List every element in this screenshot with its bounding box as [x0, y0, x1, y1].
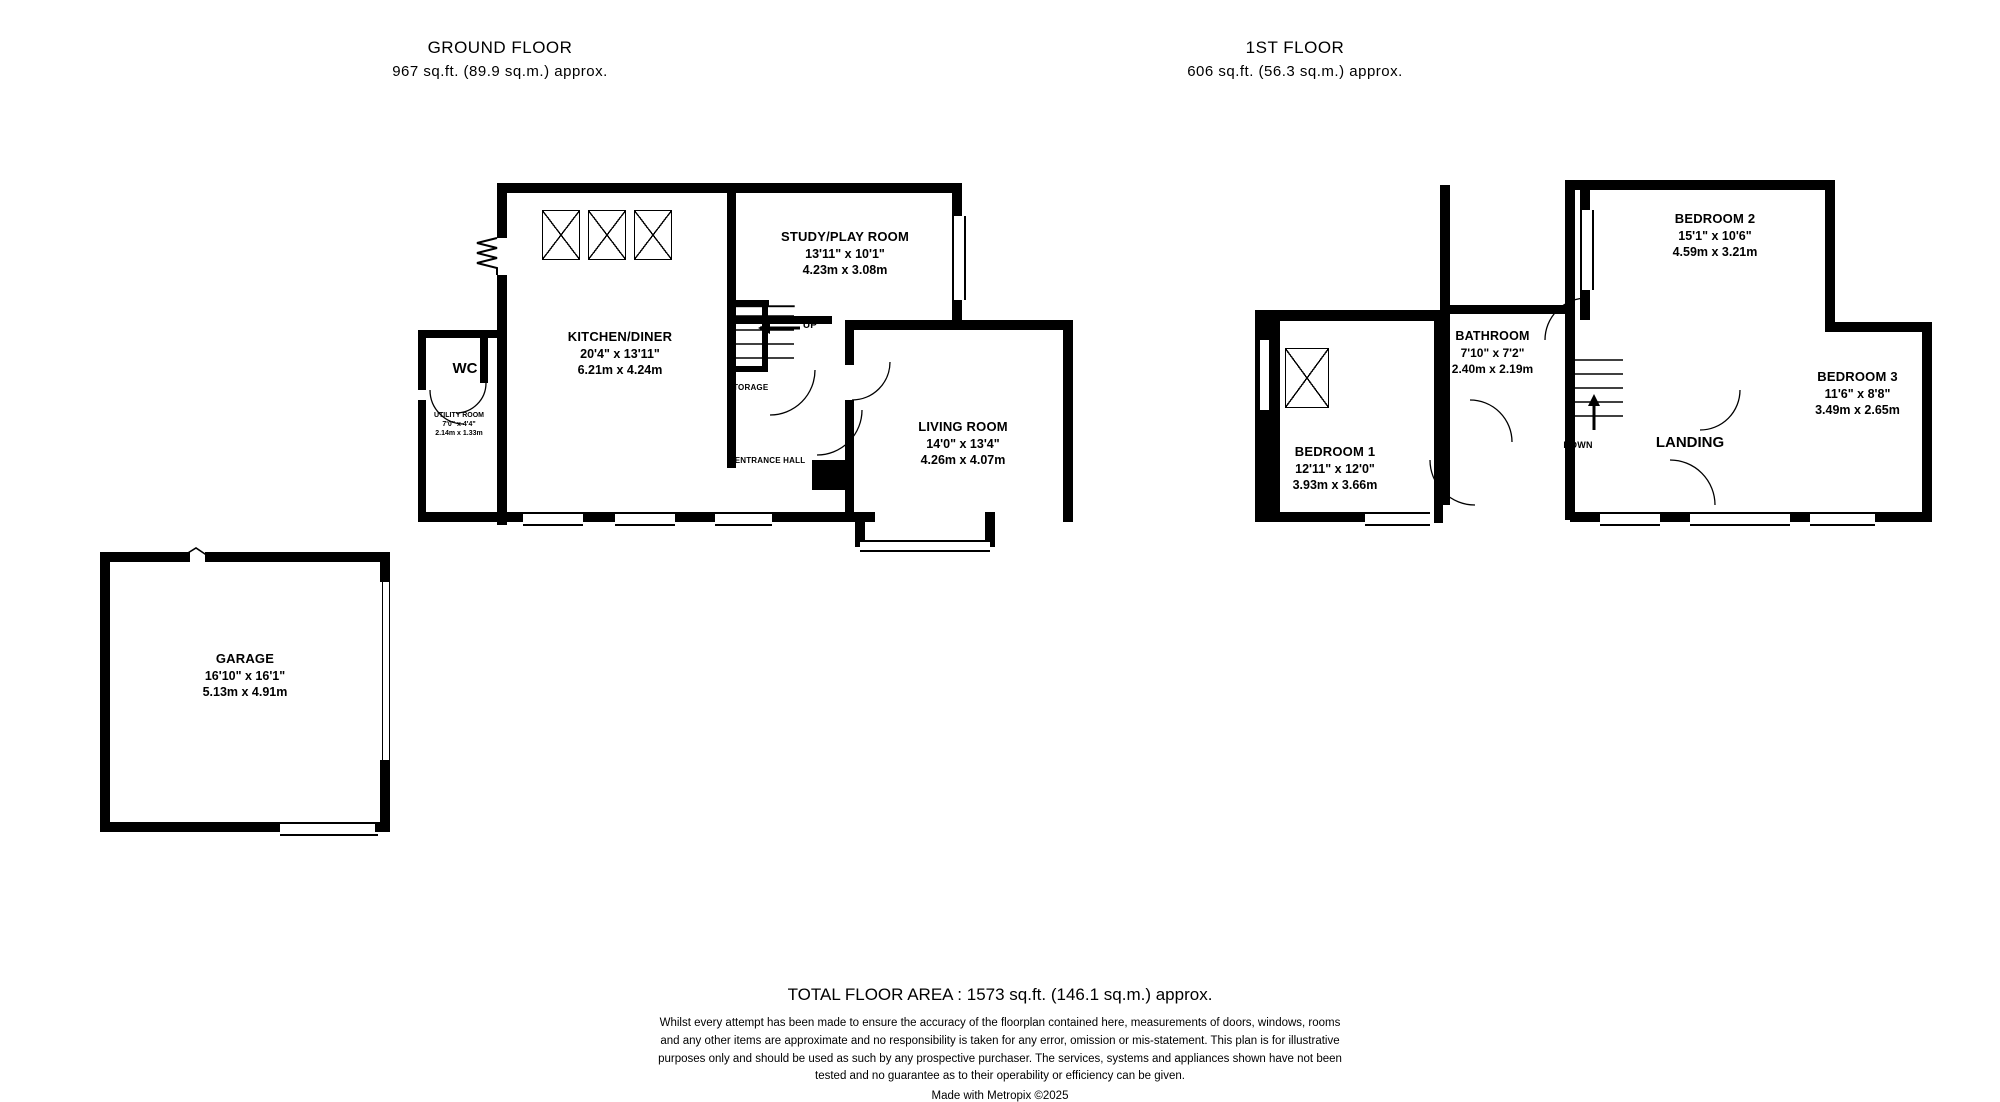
window-bay — [860, 540, 990, 552]
wall-ff-bottom-1 — [1265, 512, 1365, 522]
wall-ff-top — [1580, 180, 1835, 190]
wall-gf-bottom-4 — [675, 512, 715, 522]
wall-ff-bed2-left-bot — [1580, 290, 1590, 320]
door-arc-bed3 — [1700, 390, 1740, 430]
room-study-play: STUDY/PLAY ROOM 13'11" x 10'1" 4.23m x 3.08m — [781, 229, 909, 278]
window-gf-bottom-2 — [615, 512, 675, 526]
made-with: Made with Metropix ©2025 — [931, 1090, 1069, 1102]
total-floor-area: TOTAL FLOOR AREA : 1573 sq.ft. (146.1 sq.m.) approx. — [787, 985, 1213, 1004]
ground-floor-title: GROUND FLOOR — [427, 38, 573, 57]
door-arc-landing — [1670, 460, 1715, 505]
kitchen-unit-3 — [634, 210, 672, 260]
window-gf-bottom-3 — [715, 512, 772, 526]
wall-ff-bottom-5 — [1875, 512, 1932, 522]
wall-ff-stair-left-top — [1565, 180, 1575, 315]
window-bed2-left — [1580, 210, 1594, 290]
first-floor-header — [1000, 36, 1590, 82]
window-ff-bottom-3 — [1690, 512, 1790, 526]
wall-ff-right — [1922, 322, 1932, 522]
room-landing: LANDING — [1655, 434, 1725, 451]
wall-garage-top-right — [205, 552, 390, 562]
wall-gf-left-upper — [497, 183, 507, 238]
window-bedroom1-west — [1258, 340, 1271, 410]
label-storage: STORAGE — [727, 383, 769, 392]
kitchen-unit-1 — [542, 210, 580, 260]
wall-living-left-1 — [845, 320, 854, 365]
wall-gf-bottom-2 — [493, 512, 523, 522]
door-arc-hall2 — [770, 370, 815, 415]
room-bedroom-2: BEDROOM 2 15'1" x 10'6" 4.59m x 3.21m — [1672, 211, 1758, 260]
wall-ff-bottom-2 — [1570, 512, 1600, 522]
wall-ff-corner — [1565, 180, 1585, 190]
window-gf-bottom-1 — [523, 512, 583, 526]
door-arc-bathroom — [1470, 400, 1512, 442]
label-down: DOWN — [1563, 440, 1593, 450]
window-ff-bottom-2 — [1600, 512, 1660, 526]
garage-door — [280, 822, 378, 836]
room-living: LIVING ROOM 14'0" x 13'4" 4.26m x 4.07m — [918, 419, 1008, 468]
footer — [0, 985, 2000, 1102]
wall-ff-bottom-4 — [1790, 512, 1810, 522]
wall-gf-left-lower — [497, 275, 507, 525]
up-arrow-first — [1588, 394, 1600, 430]
wall-bedroom1-top — [1258, 310, 1443, 320]
ground-floor-area: 967 sq.ft. (89.9 sq.m.) approx. — [392, 62, 608, 80]
window-ff-bottom-4 — [1810, 512, 1875, 526]
wall-garage-bottom-left — [100, 822, 280, 832]
wall-bath-top-main — [1440, 305, 1575, 314]
wall-storage-top — [727, 300, 769, 306]
ground-floor-header — [300, 36, 700, 82]
door-arc-wc — [456, 383, 486, 413]
kitchen-unit-2 — [588, 210, 626, 260]
room-garage: GARAGE 16'10" x 16'1" 5.13m x 4.91m — [202, 651, 288, 700]
wall-living-top-left — [845, 320, 940, 330]
room-bedroom-1: BEDROOM 1 12'11" x 12'0" 3.93m x 3.66m — [1292, 444, 1378, 493]
wall-wc-left — [418, 330, 426, 390]
room-kitchen-diner: KITCHEN/DINER 20'4" x 13'11" 6.21m x 4.24m — [567, 329, 673, 378]
wall-garage-bottom-right — [375, 822, 390, 832]
window-ff-bottom-1 — [1365, 512, 1430, 526]
wall-study-right-top — [952, 183, 962, 216]
wall-ff-bottom-3 — [1660, 512, 1690, 522]
label-entrance-hall: ENTRANCE HALL — [734, 456, 806, 465]
wall-garage-top-left — [100, 552, 190, 562]
wall-gf-bottom-3 — [583, 512, 615, 522]
wall-gf-bottom-1 — [418, 512, 493, 522]
wall-garage-right-top — [380, 552, 390, 582]
wall-bed3-top — [1825, 322, 1930, 332]
wall-ff-bath-left-v — [1440, 185, 1450, 315]
room-bedroom-3: BEDROOM 3 11'6" x 8'8" 3.49m x 2.65m — [1815, 369, 1900, 418]
disclaimer: Whilst every attempt has been made to ensure the accuracy of the floorplan contained here, measurements of doors, windows, rooms and any other items are approximate and no responsibility is taken for any error, omission or mis-statement. This plan is for illustrative purposes only and should be used as such by any prospective purchaser. The services, systems and appliances shown have not been tested and no guarantee as to their operability or efficiency can be given. — [658, 1017, 1342, 1083]
room-wc: WC — [452, 360, 478, 377]
room-utility: UTILITY ROOM 7'0" x 4'4" 2.14m x 1.33m — [433, 412, 485, 437]
wall-living-top — [936, 320, 1066, 330]
first-floor-area: 606 sq.ft. (56.3 sq.m.) approx. — [1187, 62, 1403, 80]
wall-break-left — [477, 238, 497, 275]
label-up: UP — [802, 320, 818, 331]
bedroom1-wardrobe — [1285, 348, 1329, 408]
room-bathroom: BATHROOM 7'10" x 7'2" 2.40m x 2.19m — [1451, 329, 1534, 377]
door-arc-living — [852, 362, 890, 400]
first-floor-title: 1ST FLOOR — [1245, 38, 1345, 57]
